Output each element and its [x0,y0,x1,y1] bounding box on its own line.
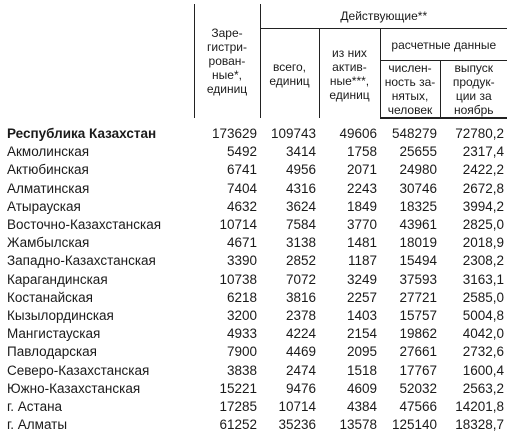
region-cell: г. Астана [7,398,63,414]
output-cell: 2732,6 [462,344,505,360]
region-cell: Павлодарская [7,344,97,360]
total-cell: 3816 [285,289,316,305]
active-cell: 4609 [346,380,377,396]
header-of-them-active [319,29,380,119]
output-cell: 2018,9 [462,235,505,251]
region-cell: Кызылординская [7,307,114,323]
output-cell: 2585,0 [462,289,505,305]
output-cell: 2672,8 [462,180,505,196]
active-cell: 1403 [346,307,377,323]
employees-cell: 25655 [399,144,437,160]
region-cell: Мангистауская [7,326,101,342]
table-row [4,271,507,289]
header-estimated-group: расчетные данные [380,29,507,61]
total-cell: 2474 [285,362,316,378]
employees-cell: 15494 [399,253,437,269]
registered-cell: 4933 [226,326,257,342]
output-cell: 2563,2 [462,380,505,396]
output-cell: 1600,4 [462,362,505,378]
output-cell: 5004,8 [462,307,505,323]
region-cell: Восточно-Казахстанская [7,217,162,233]
total-cell: 4224 [285,326,316,342]
total-cell: 3414 [285,144,316,160]
table-row [4,398,507,416]
output-cell: 4042,0 [462,326,505,342]
employees-cell: 30746 [399,180,437,196]
output-cell: 2422,2 [462,162,505,178]
table-header [4,4,507,118]
employees-cell: 43961 [399,217,437,233]
active-cell: 1758 [346,144,377,160]
active-cell: 13578 [339,417,377,433]
registered-cell: 7404 [226,180,257,196]
region-cell: Актюбинская [7,162,89,178]
registered-cell: 3200 [226,307,257,323]
header-registered [194,4,260,118]
total-cell: 4316 [285,180,316,196]
employees-cell: 17767 [399,362,437,378]
total-cell: 2852 [285,253,316,269]
registered-cell: 4632 [226,198,257,214]
table-row [4,161,507,179]
employees-cell: 18325 [399,198,437,214]
header-active-group: Действующие** [260,4,507,29]
table-row [4,118,507,143]
employees-cell: 125140 [391,417,437,433]
employees-cell: 37593 [399,271,437,287]
registered-cell: 6218 [226,289,257,305]
table-row [4,380,507,398]
active-cell: 2243 [346,180,377,196]
active-cell: 1187 [347,253,377,269]
region-cell: г. Алматы [7,417,68,433]
table-row [4,361,507,379]
employees-cell: 19862 [399,326,437,342]
table-row [4,252,507,270]
active-cell: 2071 [346,162,377,178]
registered-cell: 173629 [211,125,257,141]
output-cell: 18328,7 [455,417,505,433]
total-cell: 9476 [285,380,316,396]
active-cell: 2154 [346,326,377,342]
header-output-text: выпуск продук- ции за ноябрь [452,61,495,117]
region-cell: Акмолинская [7,144,90,160]
table-row [4,343,507,361]
statistics-table [4,4,507,434]
header-employees [380,61,440,119]
output-cell: 72780,2 [455,126,505,142]
total-cell: 4469 [285,344,316,360]
region-cell: Атырауская [7,198,81,214]
total-cell: 35236 [278,417,316,433]
registered-cell: 61252 [219,417,257,433]
employees-cell: 548279 [391,126,437,142]
total-cell: 7584 [285,217,316,233]
active-cell: 2095 [346,344,377,360]
region-cell: Южно-Казахстанская [7,380,141,396]
total-cell: 7072 [285,271,316,287]
employees-cell: 18019 [399,235,437,251]
header-corner [4,4,194,118]
registered-cell: 3390 [226,253,257,269]
employees-cell: 15757 [399,307,437,323]
header-of-them-active-text: из них актив- ные***, единиц [329,45,370,102]
employees-cell: 27661 [399,344,437,360]
registered-cell: 4671 [226,235,257,251]
header-total-text: всего, единиц [269,59,310,88]
table-row [4,216,507,234]
total-cell: 10714 [278,398,316,414]
output-cell: 2825,0 [462,217,505,233]
output-cell: 2317,4 [462,144,505,160]
output-cell: 3994,2 [462,198,505,214]
region-cell: Западно-Казахстанская [7,253,156,269]
registered-cell: 10714 [219,217,257,233]
total-cell: 3138 [285,235,316,251]
registered-cell: 7900 [226,344,257,360]
total-cell: 4956 [285,162,316,178]
region-cell: Северо-Казахстанская [7,362,150,378]
table-row [4,198,507,216]
employees-cell: 52032 [399,380,437,396]
header-total [260,29,319,119]
header-employees-text: числен- ность за- нятых, человек [384,61,436,117]
registered-cell: 3838 [226,362,257,378]
registered-cell: 6741 [226,162,257,178]
region-cell: Костанайская [7,289,93,305]
region-cell: Жамбылская [7,235,90,251]
table-row [4,180,507,198]
table-row [4,289,507,307]
region-cell: Республика Казахстан [7,125,157,141]
employees-cell: 24980 [399,162,437,178]
registered-cell: 10738 [219,271,257,287]
header-output [440,61,507,119]
region-cell: Карагандинская [7,271,108,287]
output-cell: 14201,8 [455,398,505,414]
active-cell: 3249 [346,271,377,287]
output-cell: 2308,2 [462,253,505,269]
table-body [4,118,507,434]
table-row [4,143,507,161]
active-cell: 4384 [346,398,377,414]
registered-cell: 17285 [219,398,257,414]
table-row [4,307,507,325]
active-cell: 3770 [346,217,377,233]
registered-cell: 5492 [226,144,257,160]
active-cell: 1481 [346,235,377,251]
total-cell: 109743 [270,125,316,141]
total-cell: 3624 [285,198,316,214]
total-cell: 2378 [285,307,316,323]
registered-cell: 15221 [219,380,257,396]
active-cell: 1518 [346,362,377,378]
header-registered-text: Заре- гистри- рован- ные*, единиц [206,26,248,96]
employees-cell: 47566 [399,398,437,414]
table-row [4,416,507,434]
active-cell: 2257 [346,289,377,305]
active-cell: 49606 [339,125,377,141]
output-cell: 3163,1 [462,271,505,287]
active-cell: 1849 [346,198,377,214]
region-cell: Алматинская [7,180,90,196]
table-row [4,234,507,252]
employees-cell: 27721 [399,289,437,305]
table-row [4,325,507,343]
